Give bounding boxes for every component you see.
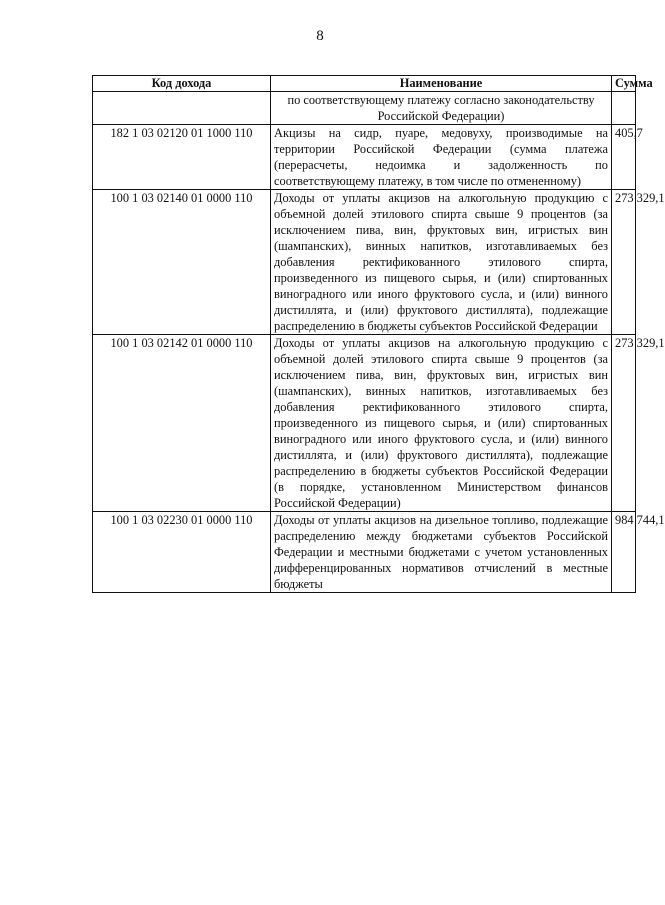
- table-row: [93, 512, 636, 593]
- row-name-text: по соответствующему платежу согласно законодательству Российской Федерации): [287, 93, 595, 123]
- row-code: 100 1 03 02140 01 0000 110: [93, 190, 271, 335]
- row-name: Доходы от уплаты акцизов на дизельное топливо, подлежащие распределению между бюджетами субъектов Российской Федерации и местными бюджетами с учетом установленных дифференцированных нормативов отчислений в местные бюджеты: [271, 512, 612, 593]
- revenue-table: [92, 75, 665, 593]
- row-sum: 273 329,1: [612, 335, 636, 512]
- row-sum: 273 329,1: [612, 190, 636, 335]
- row-code: 100 1 03 02230 01 0000 110: [93, 512, 271, 593]
- row-name: Доходы от уплаты акцизов на алкогольную продукцию с объемной долей этилового спирта свыше 9 процентов (за исключением пива, вин, фруктовых вин, игристых вин (шампанских), винных напитков, изготавливаемых без добавления ректификованного этилового спирта, произведенного из пищевого сырья, и (или) спиртованных виноградного или иного фруктового сусла, и (или) винного дистиллята, и (или) фруктового дистиллята), подлежащие распределению в бюджеты субъектов Российской Федерации: [271, 190, 612, 335]
- table-row: [93, 335, 636, 512]
- row-name: Доходы от уплаты акцизов на алкогольную продукцию с объемной долей этилового спирта свыше 9 процентов (за исключением пива, вин, фруктовых вин, игристых вин (шампанских), винных напитков, изготавливаемых без добавления ректификованного этилового спирта, произведенного из пищевого сырья, и (или) спиртованных виноградного или иного фруктового сусла, и (или) винного дистиллята, и (или) фруктового дистиллята), подлежащие распределению в бюджеты субъектов Российской Федерации (в порядке, установленном Министерством финансов Российской Федерации): [271, 335, 612, 512]
- table-header-row: [93, 76, 636, 92]
- row-sum: [612, 92, 636, 125]
- table-row: [93, 92, 636, 125]
- row-code: 182 1 03 02120 01 1000 110: [93, 125, 271, 190]
- row-sum: 984 744,1: [612, 512, 636, 593]
- row-sum: 405,7: [612, 125, 636, 190]
- header-sum: Сумма: [612, 76, 636, 92]
- row-name: Акцизы на сидр, пуаре, медовуху, производимые на территории Российской Федерации (сумма платежа (перерасчеты, недоимка и задолженность по соответствующему платежу, в том числе по отмененному): [271, 125, 612, 190]
- row-name: [271, 92, 612, 125]
- row-code: 100 1 03 02142 01 0000 110: [93, 335, 271, 512]
- header-code: Код дохода: [93, 76, 271, 92]
- table-row: [93, 190, 636, 335]
- page-number: 8: [316, 28, 324, 44]
- header-name: Наименование: [271, 76, 612, 92]
- row-code: [93, 92, 271, 125]
- table-row: [93, 125, 636, 190]
